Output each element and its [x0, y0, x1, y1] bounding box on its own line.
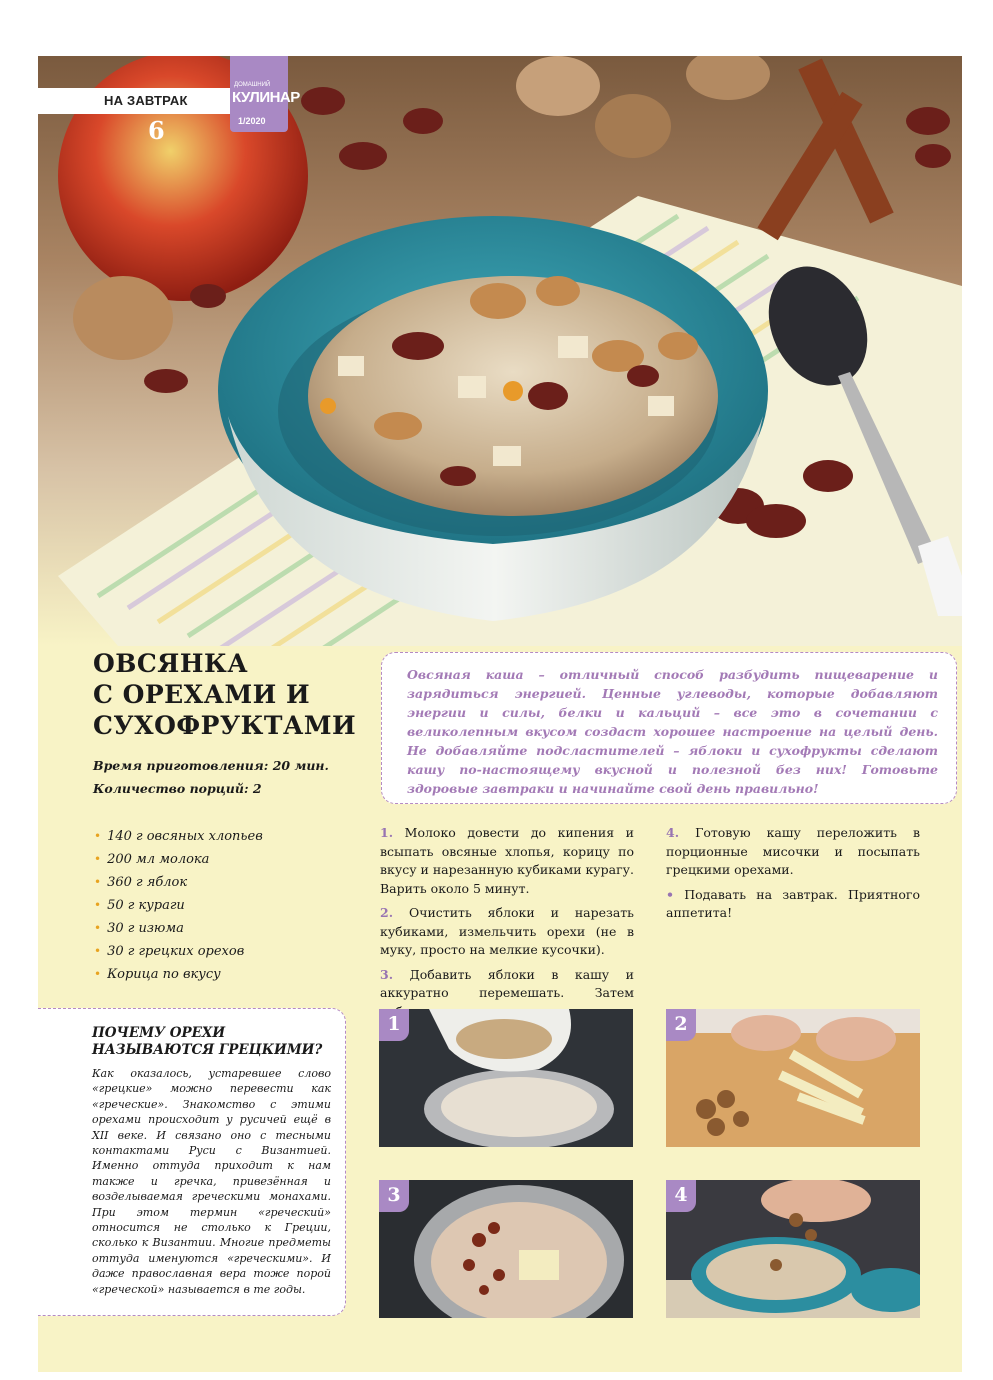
bullet-icon: • — [94, 875, 102, 889]
serve-note: • Подавать на завтрак. Приятного аппетита! — [666, 886, 920, 920]
logo-name: КУЛИНАР — [232, 89, 300, 106]
step-4-illustration — [666, 1180, 920, 1318]
step-badge: 4 — [666, 1180, 696, 1212]
step-1-illustration — [379, 1009, 633, 1147]
logo-tagline: ДОМАШНИЙ — [234, 82, 271, 88]
list-item: • 30 г изюма — [94, 921, 184, 936]
step-photo-3 — [379, 1180, 633, 1318]
step-4: 4. Готовую кашу переложить в порционные мисочки и посыпать грецкими орехами. — [666, 825, 920, 877]
step-3-illustration — [379, 1180, 633, 1318]
bullet-icon: • — [94, 944, 102, 958]
step-badge: 3 — [379, 1180, 409, 1212]
step-photo-1 — [379, 1009, 633, 1147]
step-photo-2 — [666, 1009, 920, 1147]
step-badge: 1 — [379, 1009, 409, 1041]
intro-box — [381, 652, 957, 804]
intro-text: Овсяная каша – отличный способ разбудить пищеварение и зарядиться энергией. Ценные углеводы, которые добавляют энергии и силы, белки и кальций – все это в сочетании с великолепным вкусом создаст хорошее настроение на целый день. Не добавляйте подсластителей – яблоки и сухофрукты сделают кашу по-настоящему вкусной и полезной без них! Готовьте здоровые завтраки и начинайте свой день правильно! — [407, 667, 938, 796]
step-badge: 2 — [666, 1009, 696, 1041]
servings: Количество порций: 2 — [93, 781, 262, 796]
list-item: • 30 г грецких орехов — [94, 944, 245, 959]
list-item: • 200 мл молока — [94, 852, 210, 867]
title-line: ОВСЯНКА — [93, 649, 249, 678]
title-line: С ОРЕХАМИ И — [93, 680, 311, 709]
ingredients-list — [94, 826, 263, 987]
fact-heading: ПОЧЕМУ ОРЕХИ НАЗЫВАЮТСЯ ГРЕЦКИМИ? — [92, 1025, 323, 1058]
list-item: • 50 г кураги — [94, 898, 185, 913]
list-item: • 360 г яблок — [94, 875, 188, 890]
oatmeal-bowl-illustration — [38, 56, 962, 646]
hero-photo — [38, 56, 962, 646]
section-label: НА ЗАВТРАК — [104, 93, 188, 108]
bullet-icon: • — [94, 852, 102, 866]
step-2: 2. Очистить яблоки и нарезать кубиками, измельчить орехи (не в муку, просто на мелкие кусочки). — [380, 905, 634, 957]
step-2-illustration — [666, 1009, 920, 1147]
steps-column-2 — [666, 824, 920, 929]
issue-number: 1/2020 — [238, 116, 266, 126]
prep-time: Время приготовления: 20 мин. — [93, 758, 329, 773]
recipe-title — [93, 648, 393, 741]
bullet-icon: • — [94, 829, 102, 843]
step-3: 3. Добавить яблоки в кашу и аккуратно перемешать. Затем — [380, 966, 634, 1000]
bullet-icon: • — [94, 898, 102, 912]
fact-text: Как оказалось, устаревшее слово «грецкие» можно перевести как «греческие». Знакомство с этими орехами происходит у русичей ещё в XII веке. И связано оно с тесными контактами Руси с Византией. Именно оттуда приходит к нам также и гречка, привезённая и возделываемая греческими монахами. При этом термин «греческий» относится не столько к Греции, сколько к Византии. Многие предметы оттуда именуются «греческими». И даже православная вера тоже порой «греческой» называется в те годы. — [92, 1067, 331, 1296]
list-item: • Корица по вкусу — [94, 967, 221, 982]
walnut-fact-box — [38, 1008, 346, 1316]
bullet-icon: • — [94, 967, 102, 981]
bullet-icon: • — [94, 921, 102, 935]
page-number: 6 — [148, 116, 165, 145]
step-1: 1. Молоко довести до кипения и всыпать овсяные хлопья, корицу по вкусу и нарезанную кубиками курагу. Варить около 5 минут. — [380, 825, 634, 896]
step-photo-4 — [666, 1180, 920, 1318]
title-line: СУХОФРУКТАМИ — [93, 711, 357, 740]
magazine-page — [38, 56, 962, 1372]
list-item: • 140 г овсяных хлопьев — [94, 829, 263, 844]
steps-column-1 — [380, 824, 634, 1027]
